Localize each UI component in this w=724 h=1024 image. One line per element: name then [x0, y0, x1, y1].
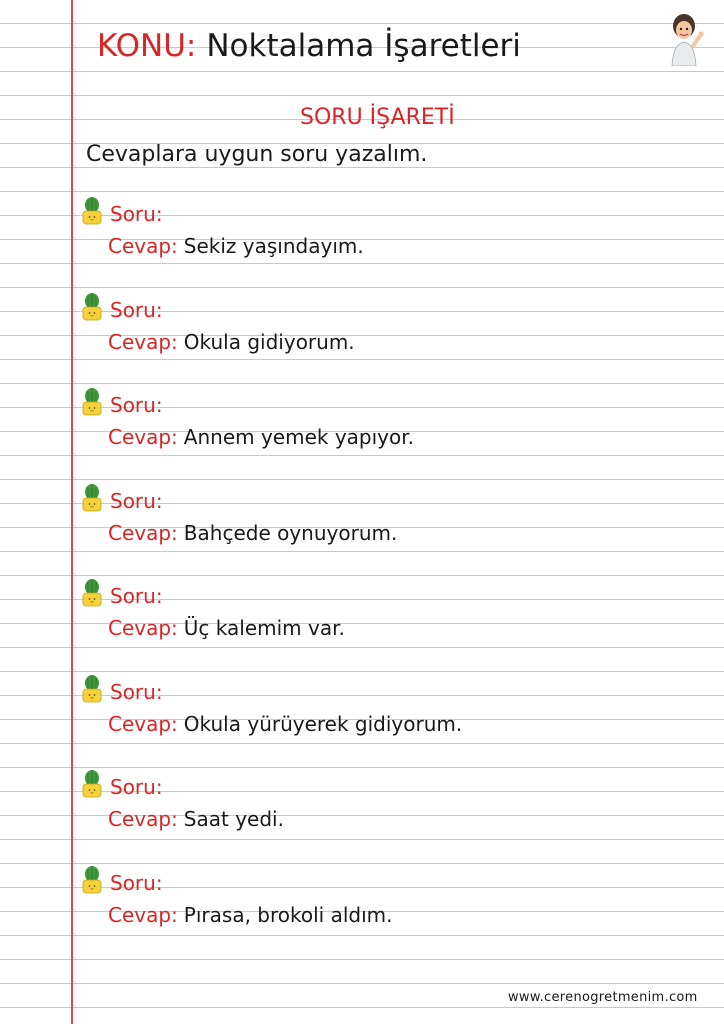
qa-item	[80, 483, 680, 563]
cevap-answer: Üç kalemim var.	[183, 616, 345, 640]
topic-title: Noktalama İşaretleri	[206, 28, 521, 64]
qa-item	[80, 769, 680, 849]
cevap-answer: Pırasa, brokoli aldım.	[183, 903, 393, 927]
cactus-icon	[80, 769, 104, 799]
cevap-line	[108, 234, 364, 258]
cevap-line	[108, 807, 284, 831]
qa-item	[80, 865, 680, 945]
cevap-line	[108, 903, 392, 927]
cevap-line	[108, 425, 414, 449]
cevap-label: Cevap:	[108, 234, 178, 258]
cactus-icon	[80, 387, 104, 417]
cevap-label: Cevap:	[108, 425, 178, 449]
cevap-label: Cevap:	[108, 616, 178, 640]
konu-label: KONU:	[97, 28, 197, 64]
cevap-answer: Annem yemek yapıyor.	[183, 425, 415, 449]
cevap-label: Cevap:	[108, 807, 178, 831]
cevap-label: Cevap:	[108, 521, 178, 545]
soru-label: Soru:	[110, 680, 163, 704]
cactus-icon	[80, 674, 104, 704]
cevap-label: Cevap:	[108, 712, 178, 736]
cactus-icon	[80, 483, 104, 513]
soru-label: Soru:	[110, 871, 163, 895]
qa-item	[80, 196, 680, 276]
page-header	[97, 28, 521, 74]
soru-label: Soru:	[110, 298, 163, 322]
cactus-icon	[80, 578, 104, 608]
cevap-label: Cevap:	[108, 903, 178, 927]
soru-label: Soru:	[110, 393, 163, 417]
qa-item	[80, 292, 680, 372]
girl-avatar-icon	[664, 12, 704, 66]
cevap-line	[108, 616, 345, 640]
cevap-line	[108, 521, 397, 545]
section-title: SORU İŞARETİ	[300, 105, 455, 130]
qa-item	[80, 578, 680, 658]
cactus-icon	[80, 196, 104, 226]
margin-line	[71, 0, 73, 1024]
soru-label: Soru:	[110, 489, 163, 513]
cevap-answer: Okula yürüyerek gidiyorum.	[183, 712, 463, 736]
cevap-answer: Saat yedi.	[183, 807, 284, 831]
cactus-icon	[80, 865, 104, 895]
cevap-line	[108, 330, 355, 354]
cactus-icon	[80, 292, 104, 322]
qa-item	[80, 674, 680, 754]
cevap-label: Cevap:	[108, 330, 178, 354]
cevap-answer: Okula gidiyorum.	[183, 330, 355, 354]
cevap-line	[108, 712, 462, 736]
soru-label: Soru:	[110, 202, 163, 226]
soru-label: Soru:	[110, 584, 163, 608]
instruction-text: Cevaplara uygun soru yazalım.	[86, 142, 428, 167]
footer-website: www.cerenogretmenim.com	[508, 990, 698, 1005]
cevap-answer: Sekiz yaşındayım.	[183, 234, 364, 258]
qa-item	[80, 387, 680, 467]
soru-label: Soru:	[110, 775, 163, 799]
cevap-answer: Bahçede oynuyorum.	[183, 521, 398, 545]
